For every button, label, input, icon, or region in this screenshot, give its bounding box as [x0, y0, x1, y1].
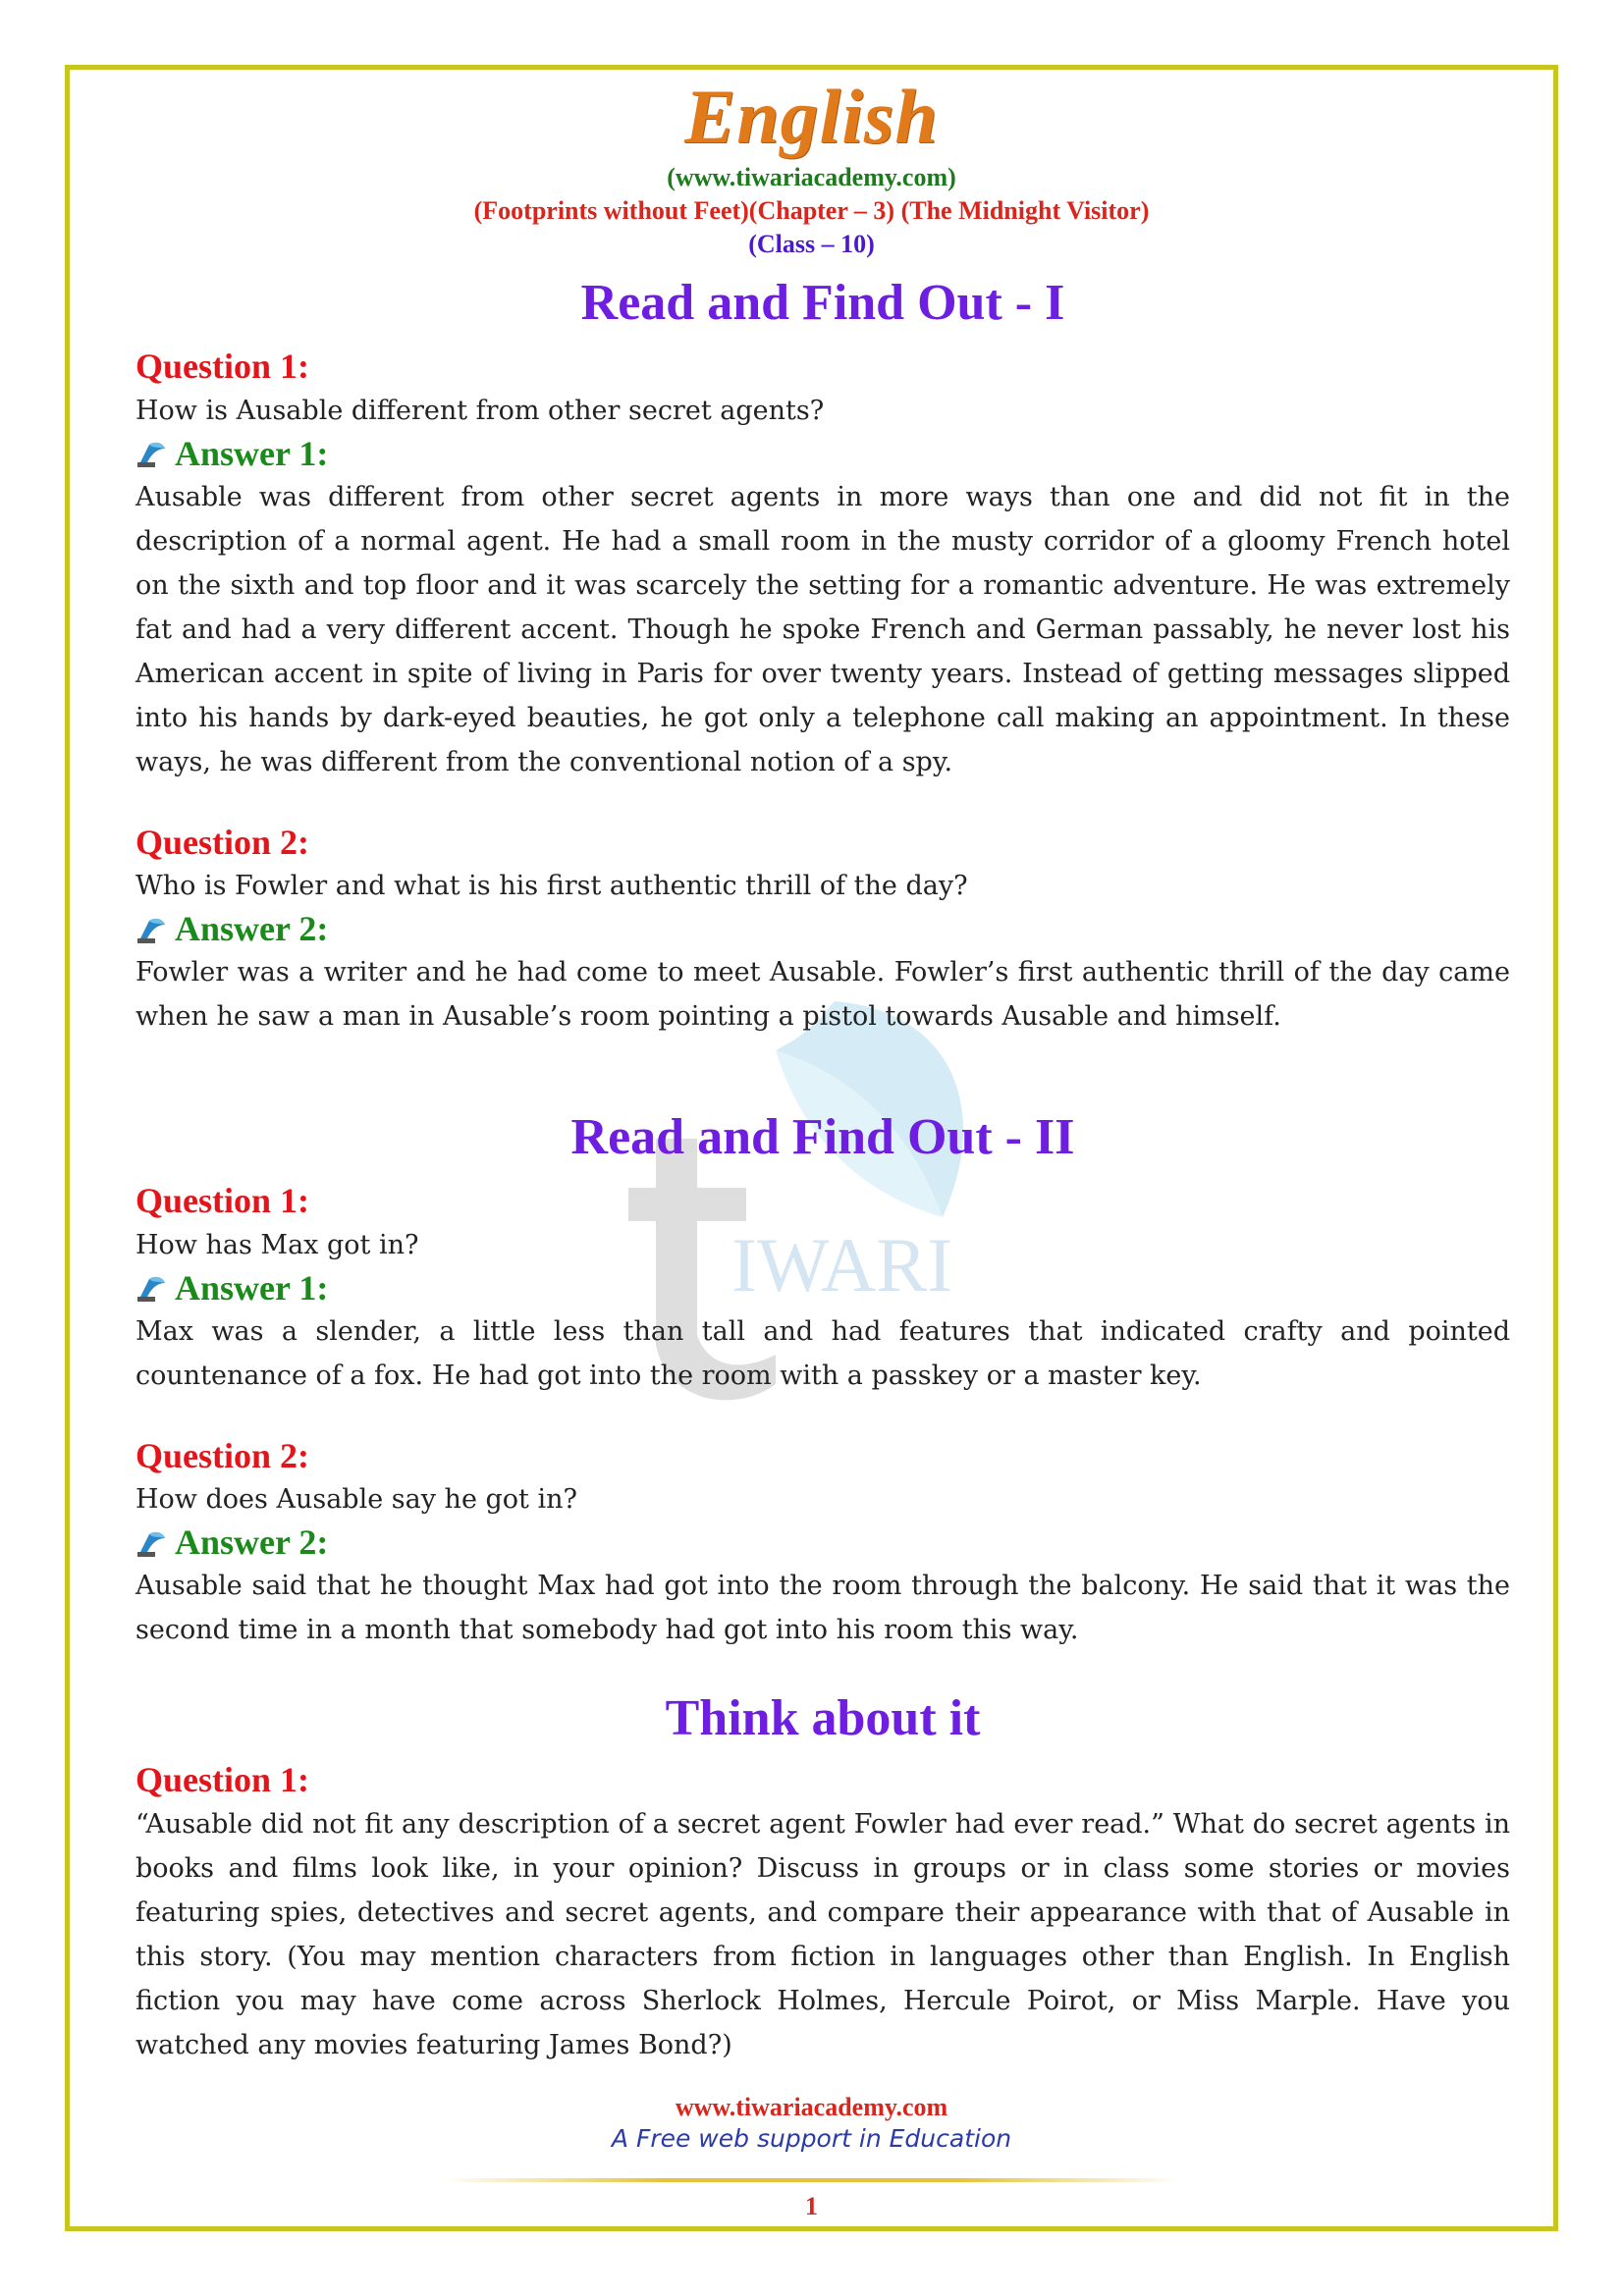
pen-icon: [135, 915, 169, 944]
page-title: English: [684, 74, 939, 159]
question-label: Question 2:: [135, 1435, 310, 1475]
footer-divider: [442, 2178, 1181, 2182]
page-header: [0, 74, 1623, 259]
question-text: Who is Fowler and what is his first authentic thrill of the day?: [135, 870, 968, 901]
pen-icon: [135, 439, 169, 468]
pen-icon: [135, 1273, 169, 1303]
question-text: “Ausable did not fit any description of a secret agent Fowler had ever read.” What do secret agents in books and films look like, in your opinion? Discuss in groups or in class some stories or movies featuring spies, detectives and secret agents, and compare their appearance with that of Ausable in this story. (You may mention characters from fiction in languages other than English. In English fiction you may have come across Sherlock Holmes, Hercule Poirot, or Miss Marple. Have you watched any movies featuring James Bond?): [135, 1808, 1510, 2060]
page-footer: [0, 2093, 1623, 2153]
qa-block: [135, 346, 1510, 783]
answer-label: Answer 2:: [175, 1522, 329, 1562]
qa-block: [135, 1180, 1510, 1397]
qa-block: [135, 1435, 1510, 1652]
answer-label-row: [135, 1522, 1510, 1564]
qa-block: [135, 822, 1510, 1039]
section-title: Think about it: [665, 1690, 981, 1746]
question-text: How does Ausable say he got in?: [135, 1483, 577, 1515]
question-label: Question 1:: [135, 1181, 310, 1221]
answer-text: Ausable said that he thought Max had got into the room through the balcony. He said that it was the second time in a month that somebody had got into his room this way.: [135, 1571, 1510, 1646]
question-label: Question 1:: [135, 1760, 310, 1800]
answer-label: Answer 1:: [175, 1267, 329, 1308]
section-title: Read and Find Out - II: [570, 1109, 1075, 1165]
answer-text: Max was a slender, a little less than tall and had features that indicated crafty and pointed countenance of a fox. He had got into the room with a passkey or a master key.: [135, 1315, 1510, 1391]
answer-label: Answer 2:: [175, 908, 329, 948]
answer-text: Ausable was different from other secret agents in more ways than one and did not fit in the description of a normal agent. He had a small room in the musty corridor of a gloomy French hotel on the sixth and top floor and it was scarcely the setting for a romantic adventure. He was extremely fat and had a very different accent. Though he spoke French and German passably, he never lost his American accent in spite of living in Paris for over twenty years. Instead of getting messages slipped into his hands by dark-eyed beauties, he got only a telephone call making an appointment. In these ways, he was different from the conventional notion of a spy.: [135, 481, 1510, 777]
header-subtitle: (Footprints without Feet)(Chapter – 3) (The Midnight Visitor): [473, 196, 1150, 225]
section-read-find-out-2: [135, 1107, 1510, 1652]
answer-label-row: [135, 908, 1510, 950]
section-think-about-it: [135, 1688, 1510, 2067]
watermark-text: IWARI: [731, 1222, 953, 1308]
pen-icon: [135, 1528, 169, 1558]
question-label: Question 2:: [135, 822, 310, 862]
question-label: Question 1:: [135, 347, 310, 387]
question-text: How is Ausable different from other secret agents?: [135, 395, 825, 426]
answer-label-row: [135, 433, 1510, 475]
section-title: Read and Find Out - I: [580, 275, 1065, 331]
header-class: (Class – 10): [748, 230, 875, 258]
footer-tagline: A Free web support in Education: [611, 2124, 1012, 2153]
answer-text: Fowler was a writer and he had come to meet Ausable. Fowler’s first authentic thrill of the day came when he saw a man in Ausable’s room pointing a pistol towards Ausable and himself.: [135, 957, 1510, 1033]
page-number: 1: [805, 2192, 818, 2220]
question-text: How has Max got in?: [135, 1229, 419, 1260]
qa-block: [135, 1759, 1510, 2066]
header-site: (www.tiwariacademy.com): [667, 163, 956, 191]
section-read-find-out-1: [135, 273, 1510, 1039]
footer-url: www.tiwariacademy.com: [675, 2093, 948, 2121]
answer-label: Answer 1:: [175, 433, 329, 473]
answer-label-row: [135, 1267, 1510, 1309]
